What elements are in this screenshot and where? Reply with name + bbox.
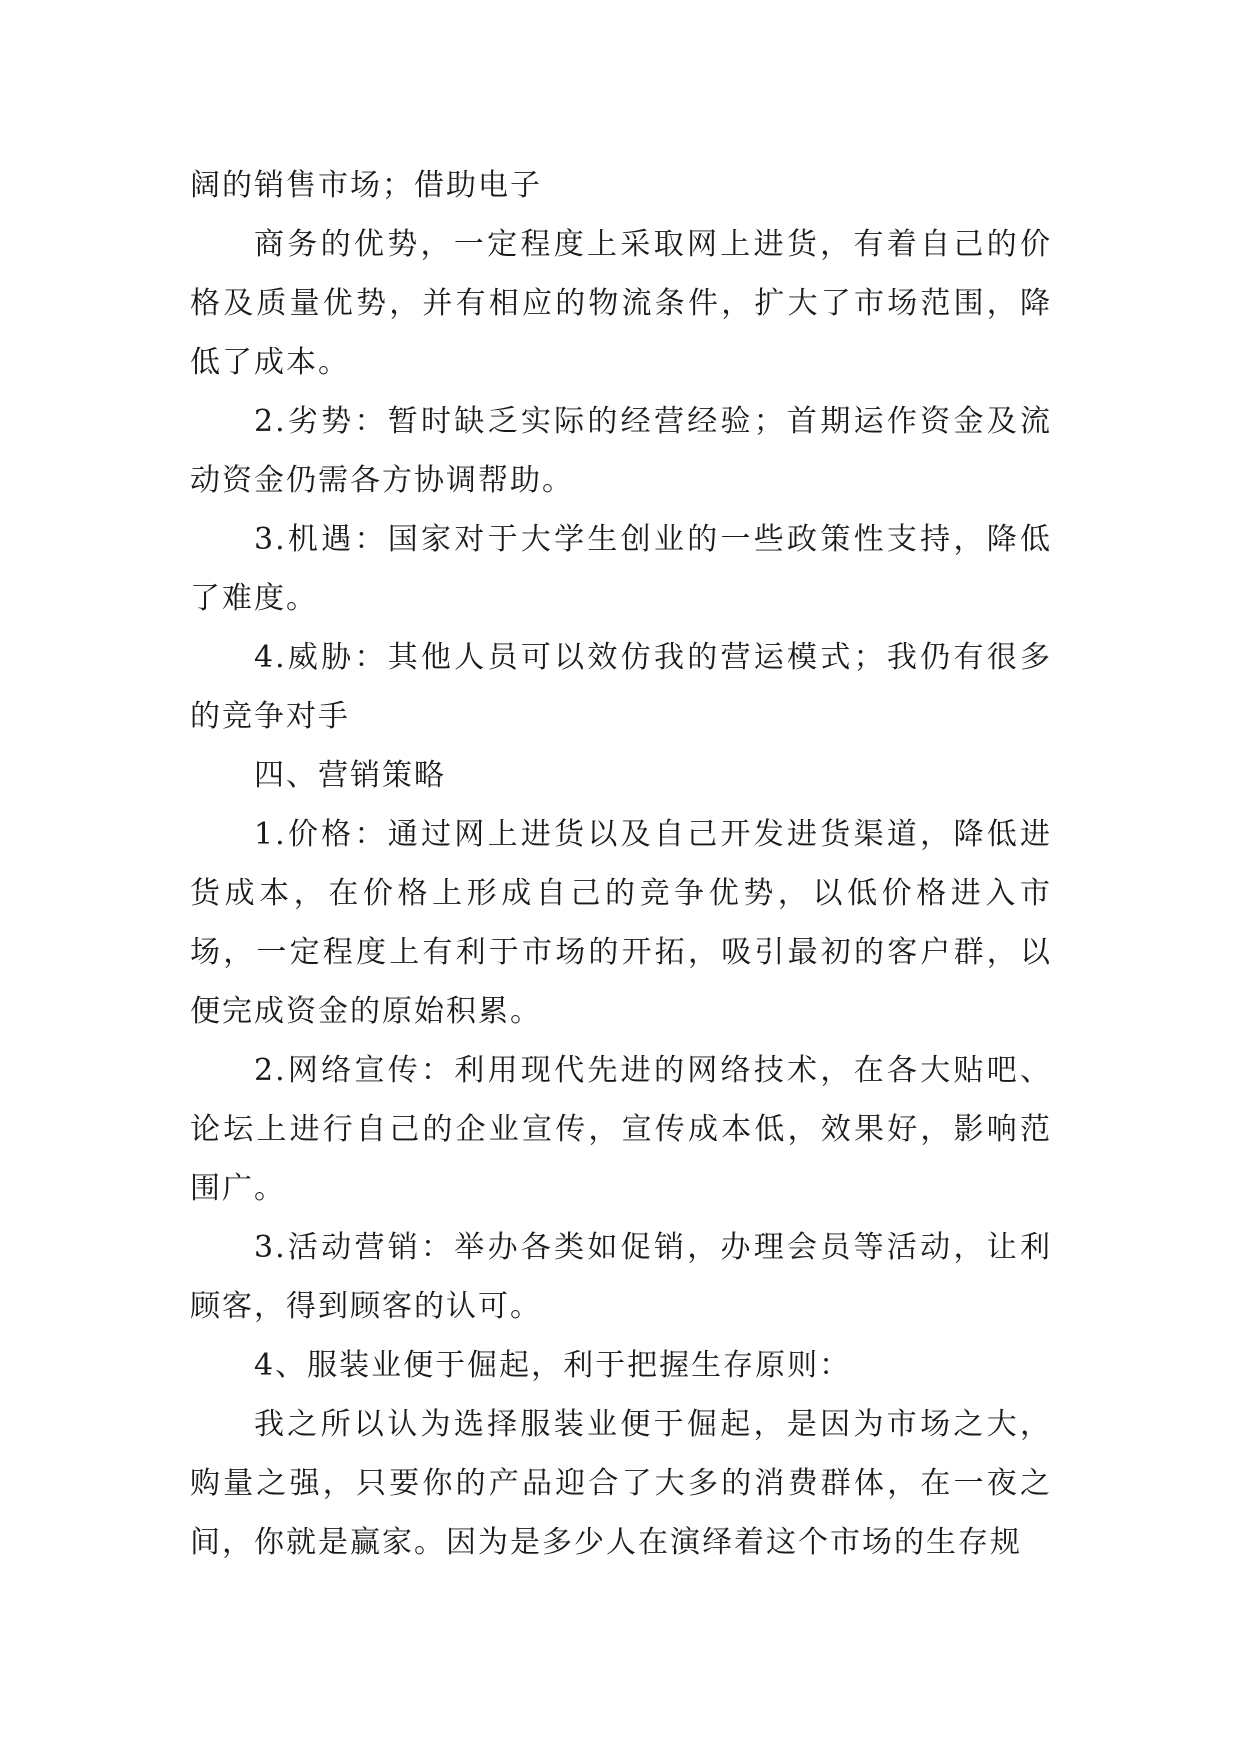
paragraph-continuation: 阔的销售市场；借助电子	[190, 168, 542, 203]
paragraph-threat: 4.威胁：其他人员可以效仿我的营运模式；我仍有很多的竞争对手	[190, 640, 1052, 734]
paragraph-opportunity: 3.机遇：国家对于大学生创业的一些政策性支持，降低了难度。	[190, 522, 1052, 616]
paragraph-weakness: 2.劣势：暂时缺乏实际的经营经验；首期运作资金及流动资金仍需各方协调帮助。	[190, 404, 1052, 498]
paragraph-online-promotion: 2.网络宣传：利用现代先进的网络技术，在各大贴吧、论坛上进行自己的企业宣传，宣传成本低，效果好，影响范围广。	[190, 1053, 1052, 1206]
paragraph-price: 1.价格：通过网上进货以及自己开发进货渠道，降低进货成本，在价格上形成自己的竞争优势，以低价格进入市场，一定程度上有利于市场的开拓，吸引最初的客户群，以便完成资金的原始积累。	[190, 817, 1052, 1029]
paragraph-event-marketing: 3.活动营销：举办各类如促销，办理会员等活动，让利顾客，得到顾客的认可。	[190, 1230, 1052, 1324]
paragraph-apparel-reason: 我之所以认为选择服装业便于倔起，是因为市场之大，购量之强，只要你的产品迎合了大多的消费群体，在一夜之间，你就是赢家。因为是多少人在演绎着这个市场的生存规	[190, 1407, 1052, 1560]
document-body	[190, 156, 1052, 1572]
paragraph-ecommerce-advantage: 商务的优势，一定程度上采取网上进货，有着自己的价格及质量优势，并有相应的物流条件，扩大了市场范围，降低了成本。	[190, 227, 1052, 380]
paragraph-apparel-heading: 4、服装业便于倔起，利于把握生存原则：	[254, 1348, 852, 1383]
section-heading-marketing-strategy: 四、营销策略	[254, 758, 446, 793]
